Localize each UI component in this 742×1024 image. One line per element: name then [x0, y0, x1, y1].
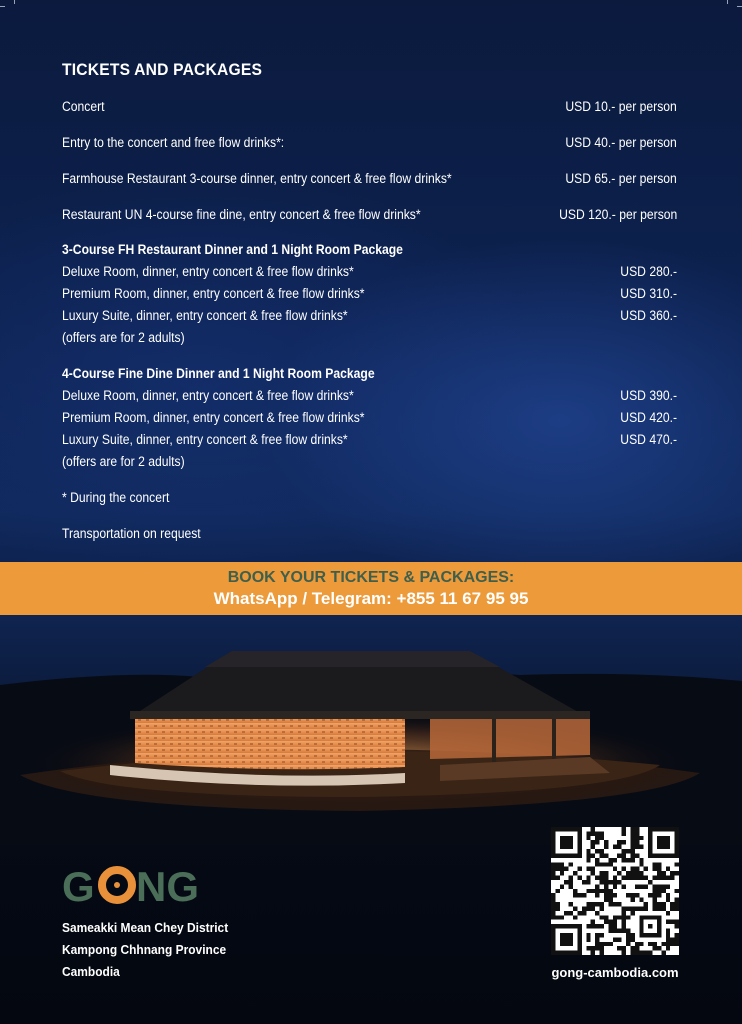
package-label: Premium Room, dinner, entry concert & free flow drinks*	[62, 286, 365, 301]
ticket-label: Concert	[62, 99, 105, 114]
booking-contact[interactable]: WhatsApp / Telegram: +855 11 67 95 95	[213, 589, 529, 608]
address-line: Sameakki Mean Chey District	[62, 920, 229, 935]
address-line: Cambodia	[62, 964, 120, 979]
page-title: TICKETS AND PACKAGES	[62, 60, 263, 79]
venue-night-photo	[0, 615, 742, 845]
ticket-price: USD 10.- per person	[565, 99, 677, 114]
crop-mark	[14, 0, 15, 4]
logo-letter-g: G	[62, 864, 95, 906]
package-price: USD 420.-	[620, 410, 677, 425]
ticket-row	[62, 171, 677, 189]
transport-note: Transportation on request	[62, 526, 201, 541]
footnote: * During the concert	[62, 490, 170, 505]
package-label: Deluxe Room, dinner, entry concert & free flow drinks*	[62, 388, 354, 403]
ticket-row	[62, 99, 677, 117]
address-line: Kampong Chhnang Province	[62, 942, 227, 957]
package-row	[62, 388, 677, 406]
logo-letters-ng: NG	[136, 864, 199, 906]
ticket-price: USD 120.- per person	[558, 207, 677, 222]
package-price: USD 470.-	[620, 432, 677, 447]
package-row	[62, 264, 677, 282]
ticket-label: Entry to the concert and free flow drinks*:	[62, 135, 285, 150]
package-label: Luxury Suite, dinner, entry concert & free flow drinks*	[62, 432, 348, 447]
ticket-price: USD 40.- per person	[565, 135, 677, 150]
gong-logo-icon	[62, 864, 202, 906]
ticket-row	[62, 207, 677, 225]
package-price: USD 390.-	[620, 388, 677, 403]
package-row	[62, 432, 677, 450]
package-label: Premium Room, dinner, entry concert & free flow drinks*	[62, 410, 365, 425]
package-row	[62, 286, 677, 304]
package-price: USD 280.-	[620, 264, 677, 279]
crop-mark	[727, 0, 728, 4]
qr-code-icon[interactable]	[551, 827, 679, 955]
ticket-price: USD 65.- per person	[565, 171, 677, 186]
website-link[interactable]: gong-cambodia.com	[551, 965, 679, 980]
package-note: (offers are for 2 adults)	[62, 454, 185, 469]
booking-heading: BOOK YOUR TICKETS & PACKAGES:	[227, 569, 515, 586]
package-label: Luxury Suite, dinner, entry concert & free flow drinks*	[62, 308, 348, 323]
package-title: 4-Course Fine Dine Dinner and 1 Night Room Package	[62, 366, 375, 381]
crop-mark	[737, 6, 742, 7]
photo-roof-top	[205, 651, 500, 667]
package-price: USD 360.-	[620, 308, 677, 323]
ticket-label: Farmhouse Restaurant 3-course dinner, entry concert & free flow drinks*	[62, 171, 452, 186]
package-label: Deluxe Room, dinner, entry concert & free flow drinks*	[62, 264, 354, 279]
crop-mark	[0, 6, 5, 7]
ticket-label: Restaurant UN 4-course fine dine, entry concert & free flow drinks*	[62, 207, 421, 222]
photo-roof-edge	[130, 711, 590, 719]
logo-gong-center	[114, 882, 120, 888]
photo-stage	[430, 719, 590, 759]
package-note: (offers are for 2 adults)	[62, 330, 185, 345]
photo-brick-wall	[135, 719, 405, 769]
package-row	[62, 308, 677, 326]
package-price: USD 310.-	[620, 286, 677, 301]
package-row	[62, 410, 677, 428]
package-title: 3-Course FH Restaurant Dinner and 1 Night Room Package	[62, 242, 403, 257]
booking-banner	[0, 562, 742, 615]
ticket-row	[62, 135, 677, 153]
